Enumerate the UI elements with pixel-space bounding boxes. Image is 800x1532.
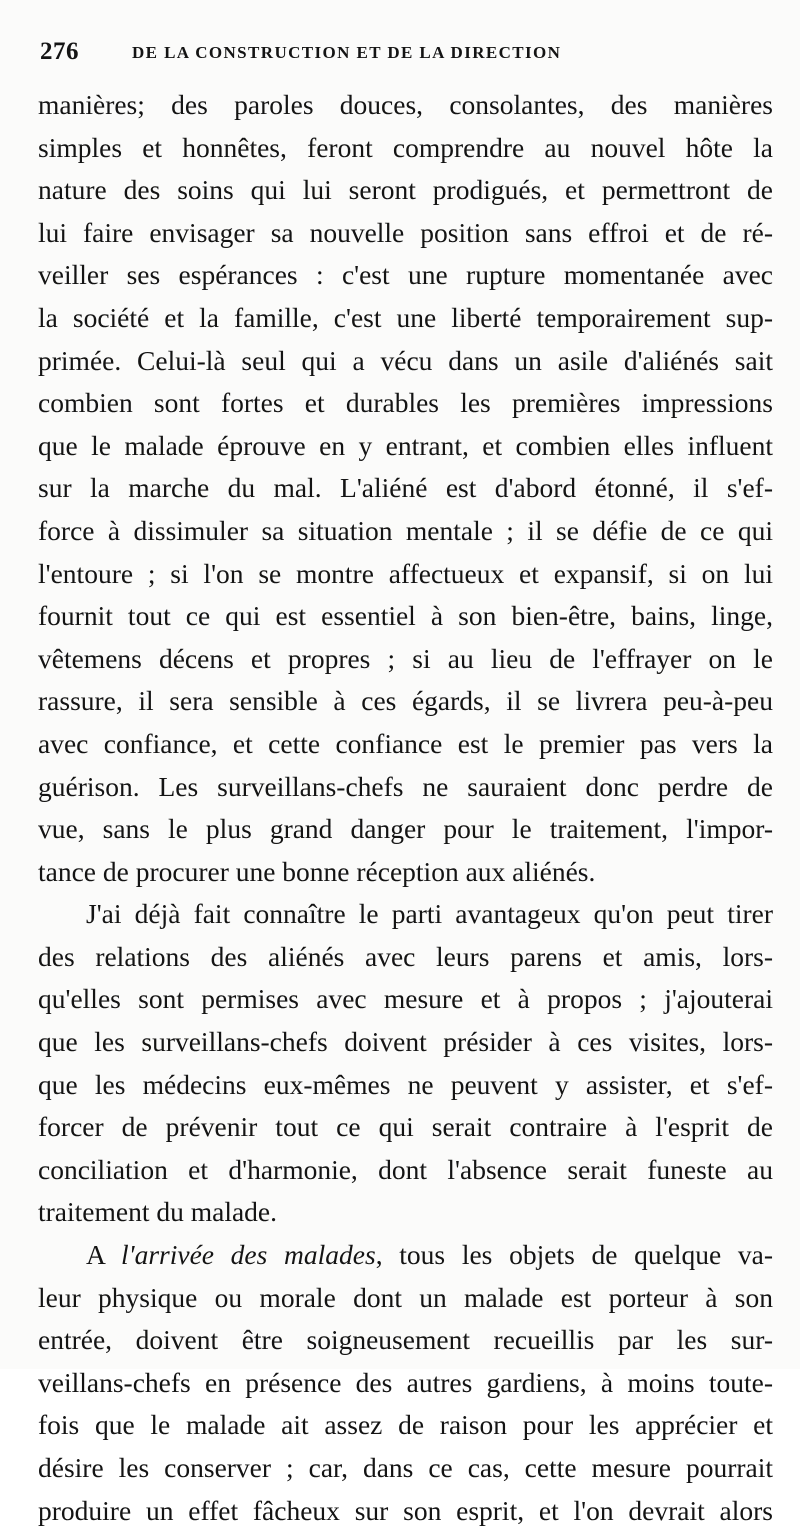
- text-line: que le malade éprouve en y entrant, et combien elles influent: [38, 429, 773, 461]
- text-line: entrée, doivent être soigneusement recueillis par les sur-: [38, 1324, 773, 1356]
- text-line: conciliation et d'harmonie, dont l'absence serait funeste au: [38, 1153, 773, 1185]
- text-line: fournit tout ce qui est essentiel à son bien-être, bains, linge,: [38, 600, 773, 632]
- text-line: lui faire envisager sa nouvelle position sans effroi et de ré-: [38, 216, 773, 248]
- text-line: traitement du malade.: [38, 1196, 278, 1228]
- text-line: rassure, il sera sensible à ces égards, il se livrera peu-à-peu: [38, 685, 773, 717]
- body-text: [38, 84, 773, 1532]
- text-line: force à dissimuler sa situation mentale ; il se défie de ce qui: [38, 514, 773, 546]
- text-line: J'ai déjà fait connaître le parti avantageux qu'on peut tirer: [86, 898, 773, 930]
- text-line: vue, sans le plus grand danger pour le traitement, l'impor-: [38, 813, 773, 845]
- text-line: vêtemens décens et propres ; si au lieu de l'effrayer on le: [38, 642, 773, 674]
- text-line: simples et honnêtes, feront comprendre au nouvel hôte la: [38, 131, 773, 163]
- italic-line-end: , tous les objets de quelque va-: [375, 1239, 773, 1271]
- text-line-with-italic: [38, 1234, 773, 1277]
- running-title: DE LA CONSTRUCTION ET DE LA DIRECTION: [132, 43, 562, 62]
- text-line: produire un effet fâcheux sur son esprit, et l'on devrait alors: [38, 1494, 773, 1526]
- text-line: veillans-chefs en présence des autres gardiens, à moins toute-: [38, 1366, 773, 1398]
- text-line: que les surveillans-chefs doivent présider à ces visites, lors-: [38, 1026, 773, 1058]
- text-line: veiller ses espérances : c'est une rupture momentanée avec: [38, 259, 773, 291]
- italic-phrase: l'arrivée des malades: [121, 1239, 376, 1271]
- page-header: [40, 38, 760, 78]
- page-number: 276: [40, 38, 79, 65]
- text-line: tance de procurer une bonne réception aux aliénés.: [38, 855, 596, 887]
- text-line: leur physique ou morale dont un malade est porteur à son: [38, 1281, 773, 1313]
- text-line: combien sont fortes et durables les premières impressions: [38, 387, 773, 419]
- text-line: fois que le malade ait assez de raison pour les apprécier et: [38, 1409, 773, 1441]
- italic-line-start: A: [86, 1239, 122, 1271]
- text-line: avec confiance, et cette confiance est le premier pas vers la: [38, 727, 773, 759]
- text-line: l'entoure ; si l'on se montre affectueux et expansif, si on lui: [38, 557, 773, 589]
- text-line: primée. Celui-là seul qui a vécu dans un asile d'aliénés sait: [38, 344, 773, 376]
- text-line: qu'elles sont permises avec mesure et à propos ; j'ajouterai: [38, 983, 773, 1015]
- text-line: sur la marche du mal. L'aliéné est d'abord étonné, il s'ef-: [38, 472, 773, 504]
- text-line: guérison. Les surveillans-chefs ne sauraient donc perdre de: [38, 770, 773, 802]
- text-line: des relations des aliénés avec leurs parens et amis, lors-: [38, 940, 773, 972]
- text-line: la société et la famille, c'est une liberté temporairement sup-: [38, 301, 773, 333]
- text-line: forcer de prévenir tout ce qui serait contraire à l'esprit de: [38, 1111, 773, 1143]
- text-line: que les médecins eux-mêmes ne peuvent y assister, et s'ef-: [38, 1068, 773, 1100]
- text-line: nature des soins qui lui seront prodigués, et permettront de: [38, 174, 773, 206]
- text-line: désire les conserver ; car, dans ce cas, cette mesure pourrait: [38, 1452, 773, 1483]
- text-line: manières; des paroles douces, consolantes, des manières: [38, 89, 773, 120]
